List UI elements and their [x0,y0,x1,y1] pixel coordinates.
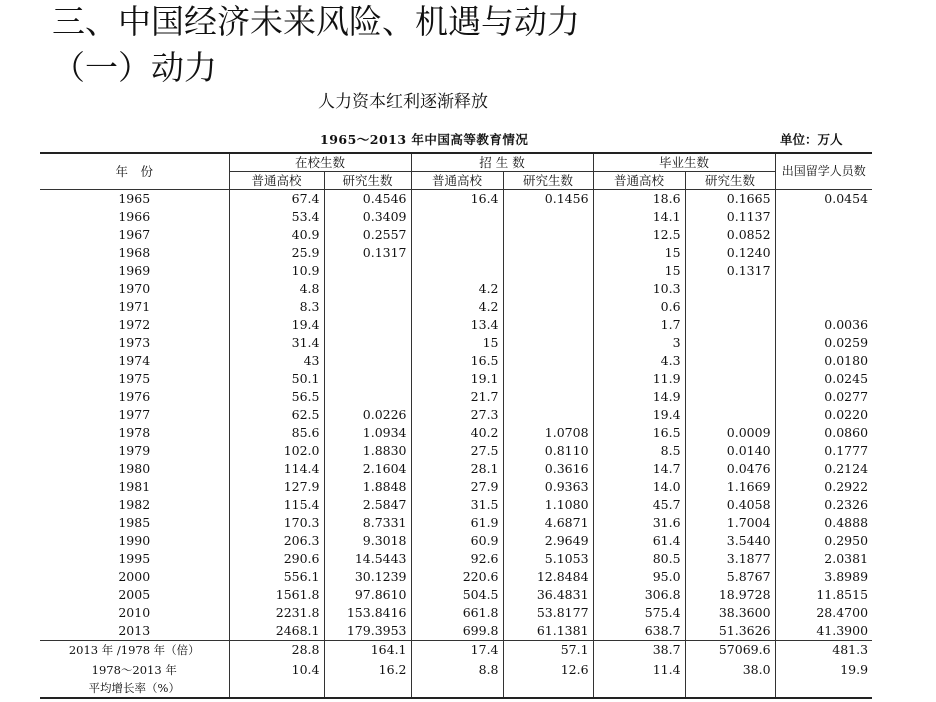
cell-enrolled-grad: 30.1239 [324,568,411,586]
cell-admitted-grad: 0.3616 [503,460,593,478]
table-row [40,478,872,496]
cell-admitted-grad: 5.1053 [503,550,593,568]
table-unit: 单位：万人 [780,132,843,147]
cell-enrolled-grad: 2.5847 [324,496,411,514]
header-admitted-undergrad: 普通高校 [411,172,503,190]
cell-abroad: 0.4888 [775,514,872,532]
cell-admitted-undergrad: 27.5 [411,442,503,460]
cell-year: 2005 [118,587,151,602]
cell-year: 1973 [118,335,151,350]
table-row [40,514,872,532]
cell-enrolled-undergrad: 50.1 [229,370,324,388]
cell-abroad: 0.0259 [775,334,872,352]
cell-admitted-undergrad: 92.6 [411,550,503,568]
cell-admitted-grad: 2.9649 [503,532,593,550]
slide-heading: 三、中国经济未来风险、机遇与动力 [52,2,580,41]
cell-admitted-undergrad: 504.5 [411,586,503,604]
cell-graduates-undergrad: 14.1 [593,208,685,226]
cell-enrolled-grad: 153.8416 [324,604,411,622]
cell-admitted-undergrad: 16.4 [411,190,503,209]
cell-admitted-grad [503,406,593,424]
cell-graduates-undergrad: 16.5 [593,424,685,442]
cell-enrolled-undergrad: 10.4 [229,659,324,698]
cell-enrolled-grad: 0.0226 [324,406,411,424]
cell-enrolled-grad [324,280,411,298]
cell-year: 1972 [118,317,151,332]
cell-graduates-undergrad: 306.8 [593,586,685,604]
cell-enrolled-undergrad: 53.4 [229,208,324,226]
cell-enrolled-undergrad: 290.6 [229,550,324,568]
cell-admitted-grad: 1.0708 [503,424,593,442]
cell-year: 1979 [118,443,151,458]
cell-admitted-grad: 12.8484 [503,568,593,586]
cell-enrolled-undergrad: 10.9 [229,262,324,280]
cell-admitted-undergrad: 27.3 [411,406,503,424]
cell-enrolled-grad: 1.8848 [324,478,411,496]
cell-enrolled-grad: 0.2557 [324,226,411,244]
cell-enrolled-grad [324,316,411,334]
cell-year: 1965 [118,191,151,206]
cell-year: 1971 [118,299,151,314]
cell-graduates-grad [685,406,775,424]
cell-admitted-undergrad: 16.5 [411,352,503,370]
cell-admitted-grad [503,370,593,388]
table-row [40,586,872,604]
cell-enrolled-undergrad: 170.3 [229,514,324,532]
cell-enrolled-undergrad: 127.9 [229,478,324,496]
cell-year: 1974 [118,353,151,368]
table-row [40,280,872,298]
cell-graduates-grad [685,298,775,316]
cell-graduates-undergrad: 18.6 [593,190,685,209]
cell-graduates-undergrad: 11.9 [593,370,685,388]
cell-graduates-grad: 1.1669 [685,478,775,496]
table-row [40,550,872,568]
cell-year: 1995 [118,551,151,566]
cell-enrolled-grad [324,298,411,316]
cell-graduates-grad: 0.1317 [685,262,775,280]
cell-graduates-undergrad: 4.3 [593,352,685,370]
cell-admitted-undergrad: 27.9 [411,478,503,496]
cell-abroad: 41.3900 [775,622,872,641]
cell-admitted-undergrad: 61.9 [411,514,503,532]
cell-admitted-undergrad: 19.1 [411,370,503,388]
cell-admitted-grad: 0.9363 [503,478,593,496]
header-graduates-grad: 研究生数 [685,172,775,190]
cell-enrolled-undergrad: 114.4 [229,460,324,478]
cell-admitted-undergrad: 8.8 [411,659,503,698]
header-graduates-undergrad: 普通高校 [593,172,685,190]
cell-admitted-undergrad: 15 [411,334,503,352]
cell-abroad: 0.0180 [775,352,872,370]
cell-graduates-grad [685,352,775,370]
cell-admitted-grad: 57.1 [503,641,593,660]
cell-enrolled-grad: 97.8610 [324,586,411,604]
cell-year: 1985 [118,515,151,530]
cell-graduates-undergrad: 575.4 [593,604,685,622]
header-graduates: 毕业生数 [593,153,775,172]
cell-graduates-undergrad: 38.7 [593,641,685,660]
cell-abroad [775,244,872,262]
cell-enrolled-undergrad: 28.8 [229,641,324,660]
cell-abroad [775,262,872,280]
table-row [40,424,872,442]
cell-enrolled-grad [324,262,411,280]
cell-graduates-undergrad: 0.6 [593,298,685,316]
cell-enrolled-grad: 0.3409 [324,208,411,226]
cell-graduates-grad: 0.0009 [685,424,775,442]
cell-admitted-grad [503,352,593,370]
cell-enrolled-undergrad: 115.4 [229,496,324,514]
cell-graduates-grad: 5.8767 [685,568,775,586]
cell-year: 1978 [118,425,151,440]
table-row [40,370,872,388]
cell-graduates-undergrad: 45.7 [593,496,685,514]
cell-admitted-undergrad [411,244,503,262]
cell-enrolled-undergrad: 31.4 [229,334,324,352]
cell-graduates-grad [685,334,775,352]
cell-enrolled-undergrad: 206.3 [229,532,324,550]
header-enrolled: 在校生数 [229,153,411,172]
cell-admitted-grad [503,388,593,406]
cell-enrolled-grad [324,352,411,370]
cell-graduates-grad: 18.9728 [685,586,775,604]
table-title: 1965～2013 年中国高等教育情况 [320,132,529,147]
table-row [40,226,872,244]
table-row [40,352,872,370]
summary-label: 2013 年 /1978 年（倍） [40,641,229,660]
cell-year: 1970 [118,281,151,296]
table-row [40,298,872,316]
cell-graduates-undergrad: 61.4 [593,532,685,550]
cell-enrolled-grad: 0.1317 [324,244,411,262]
cell-graduates-grad: 0.4058 [685,496,775,514]
cell-admitted-undergrad: 17.4 [411,641,503,660]
cell-admitted-grad [503,298,593,316]
table-row [40,460,872,478]
cell-graduates-undergrad: 3 [593,334,685,352]
cell-abroad [775,208,872,226]
cell-admitted-undergrad: 699.8 [411,622,503,641]
cell-enrolled-grad: 8.7331 [324,514,411,532]
cell-graduates-undergrad: 14.7 [593,460,685,478]
slide-subheading: （一）动力 [52,48,217,87]
cell-admitted-undergrad: 60.9 [411,532,503,550]
table-row [40,406,872,424]
cell-abroad: 481.3 [775,641,872,660]
cell-graduates-undergrad: 14.0 [593,478,685,496]
cell-year: 1981 [118,479,151,494]
cell-admitted-undergrad: 13.4 [411,316,503,334]
table-row [40,604,872,622]
table-row [40,532,872,550]
cell-enrolled-grad: 9.3018 [324,532,411,550]
table-row [40,316,872,334]
cell-enrolled-undergrad: 62.5 [229,406,324,424]
cell-year: 2000 [118,569,151,584]
cell-graduates-grad: 0.1137 [685,208,775,226]
cell-graduates-undergrad: 12.5 [593,226,685,244]
cell-abroad: 2.0381 [775,550,872,568]
cell-year: 2010 [118,605,151,620]
cell-enrolled-undergrad: 556.1 [229,568,324,586]
cell-graduates-grad: 0.0852 [685,226,775,244]
cell-admitted-grad: 0.8110 [503,442,593,460]
cell-graduates-grad: 57069.6 [685,641,775,660]
cell-admitted-grad: 12.6 [503,659,593,698]
slide-caption: 人力资本红利逐渐释放 [318,92,488,112]
cell-graduates-undergrad: 15 [593,262,685,280]
header-enrolled-grad: 研究生数 [324,172,411,190]
cell-year: 1980 [118,461,151,476]
cell-admitted-grad [503,316,593,334]
cell-abroad [775,226,872,244]
cell-enrolled-grad: 16.2 [324,659,411,698]
cell-year: 1976 [118,389,151,404]
cell-abroad: 0.2922 [775,478,872,496]
header-enrolled-undergrad: 普通高校 [229,172,324,190]
cell-abroad: 0.1777 [775,442,872,460]
cell-enrolled-undergrad: 1561.8 [229,586,324,604]
cell-graduates-undergrad: 14.9 [593,388,685,406]
cell-graduates-undergrad: 19.4 [593,406,685,424]
cell-admitted-undergrad: 220.6 [411,568,503,586]
cell-admitted-undergrad [411,262,503,280]
cell-abroad: 11.8515 [775,586,872,604]
cell-abroad: 0.0036 [775,316,872,334]
cell-abroad: 3.8989 [775,568,872,586]
cell-graduates-undergrad: 15 [593,244,685,262]
cell-graduates-undergrad: 10.3 [593,280,685,298]
cell-admitted-grad [503,208,593,226]
cell-graduates-grad [685,316,775,334]
cell-admitted-grad [503,334,593,352]
cell-graduates-undergrad: 31.6 [593,514,685,532]
cell-admitted-grad: 1.1080 [503,496,593,514]
cell-graduates-undergrad: 80.5 [593,550,685,568]
cell-enrolled-grad: 1.0934 [324,424,411,442]
table-row [40,442,872,460]
cell-graduates-grad [685,388,775,406]
cell-enrolled-grad: 164.1 [324,641,411,660]
cell-graduates-grad: 51.3626 [685,622,775,641]
header-abroad: 出国留学人员数 [775,153,872,190]
cell-year: 1977 [118,407,151,422]
cell-graduates-grad: 3.1877 [685,550,775,568]
cell-abroad: 0.0220 [775,406,872,424]
cell-graduates-grad: 38.3600 [685,604,775,622]
cell-admitted-undergrad: 661.8 [411,604,503,622]
cell-admitted-undergrad: 40.2 [411,424,503,442]
cell-enrolled-grad: 179.3953 [324,622,411,641]
cell-admitted-undergrad [411,208,503,226]
cell-graduates-grad: 38.0 [685,659,775,698]
cell-admitted-grad [503,226,593,244]
cell-graduates-grad [685,370,775,388]
cell-abroad: 19.9 [775,659,872,698]
cell-year: 1975 [118,371,151,386]
cell-enrolled-grad: 14.5443 [324,550,411,568]
cell-enrolled-undergrad: 56.5 [229,388,324,406]
cell-admitted-grad [503,280,593,298]
cell-enrolled-undergrad: 19.4 [229,316,324,334]
cell-admitted-undergrad: 31.5 [411,496,503,514]
cell-abroad: 0.0454 [775,190,872,209]
cell-enrolled-undergrad: 4.8 [229,280,324,298]
cell-year: 1967 [118,227,151,242]
cell-admitted-undergrad: 28.1 [411,460,503,478]
cell-abroad: 28.4700 [775,604,872,622]
cell-year: 1990 [118,533,151,548]
cell-graduates-undergrad: 8.5 [593,442,685,460]
cell-enrolled-grad: 0.4546 [324,190,411,209]
cell-year: 1968 [118,245,151,260]
cell-year: 1982 [118,497,151,512]
cell-enrolled-undergrad: 102.0 [229,442,324,460]
table-row [40,334,872,352]
table-row [40,388,872,406]
cell-enrolled-undergrad: 85.6 [229,424,324,442]
table-row [40,262,872,280]
cell-admitted-grad [503,262,593,280]
cell-abroad: 0.2950 [775,532,872,550]
cell-abroad: 0.2124 [775,460,872,478]
summary-row [40,641,872,660]
cell-enrolled-grad [324,388,411,406]
cell-enrolled-undergrad: 67.4 [229,190,324,209]
cell-graduates-grad: 0.0476 [685,460,775,478]
cell-graduates-undergrad: 95.0 [593,568,685,586]
cell-graduates-grad: 0.1240 [685,244,775,262]
cell-admitted-undergrad: 4.2 [411,280,503,298]
cell-enrolled-undergrad: 43 [229,352,324,370]
cell-abroad: 0.2326 [775,496,872,514]
cell-abroad [775,280,872,298]
header-admitted-grad: 研究生数 [503,172,593,190]
cell-admitted-grad: 53.8177 [503,604,593,622]
cell-enrolled-undergrad: 2231.8 [229,604,324,622]
cell-graduates-undergrad: 11.4 [593,659,685,698]
cell-admitted-grad: 61.1381 [503,622,593,641]
header-year: 年 份 [40,153,229,190]
cell-graduates-undergrad: 638.7 [593,622,685,641]
table-row [40,622,872,641]
cell-year: 1969 [118,263,151,278]
cell-graduates-grad: 1.7004 [685,514,775,532]
cell-abroad [775,298,872,316]
cell-enrolled-undergrad: 40.9 [229,226,324,244]
summary-row [40,659,872,698]
summary-label: 1978～2013 年 平均增长率（%） [40,659,229,698]
cell-enrolled-undergrad: 25.9 [229,244,324,262]
table-row [40,568,872,586]
cell-graduates-grad: 0.1665 [685,190,775,209]
table-row [40,244,872,262]
cell-enrolled-undergrad: 8.3 [229,298,324,316]
cell-admitted-undergrad: 21.7 [411,388,503,406]
cell-admitted-grad: 36.4831 [503,586,593,604]
cell-admitted-grad [503,244,593,262]
cell-abroad: 0.0860 [775,424,872,442]
table-row [40,208,872,226]
cell-admitted-undergrad: 4.2 [411,298,503,316]
cell-year: 1966 [118,209,151,224]
cell-abroad: 0.0245 [775,370,872,388]
cell-graduates-undergrad: 1.7 [593,316,685,334]
cell-admitted-grad: 4.6871 [503,514,593,532]
table-row [40,190,872,209]
cell-enrolled-grad [324,334,411,352]
cell-enrolled-grad [324,370,411,388]
cell-graduates-grad [685,280,775,298]
cell-abroad: 0.0277 [775,388,872,406]
cell-graduates-grad: 0.0140 [685,442,775,460]
education-table [40,152,872,699]
cell-graduates-grad: 3.5440 [685,532,775,550]
cell-year: 2013 [118,623,151,638]
cell-enrolled-grad: 1.8830 [324,442,411,460]
header-admitted: 招 生 数 [411,153,593,172]
cell-enrolled-grad: 2.1604 [324,460,411,478]
cell-admitted-grad: 0.1456 [503,190,593,209]
table-row [40,496,872,514]
cell-enrolled-undergrad: 2468.1 [229,622,324,641]
cell-admitted-undergrad [411,226,503,244]
